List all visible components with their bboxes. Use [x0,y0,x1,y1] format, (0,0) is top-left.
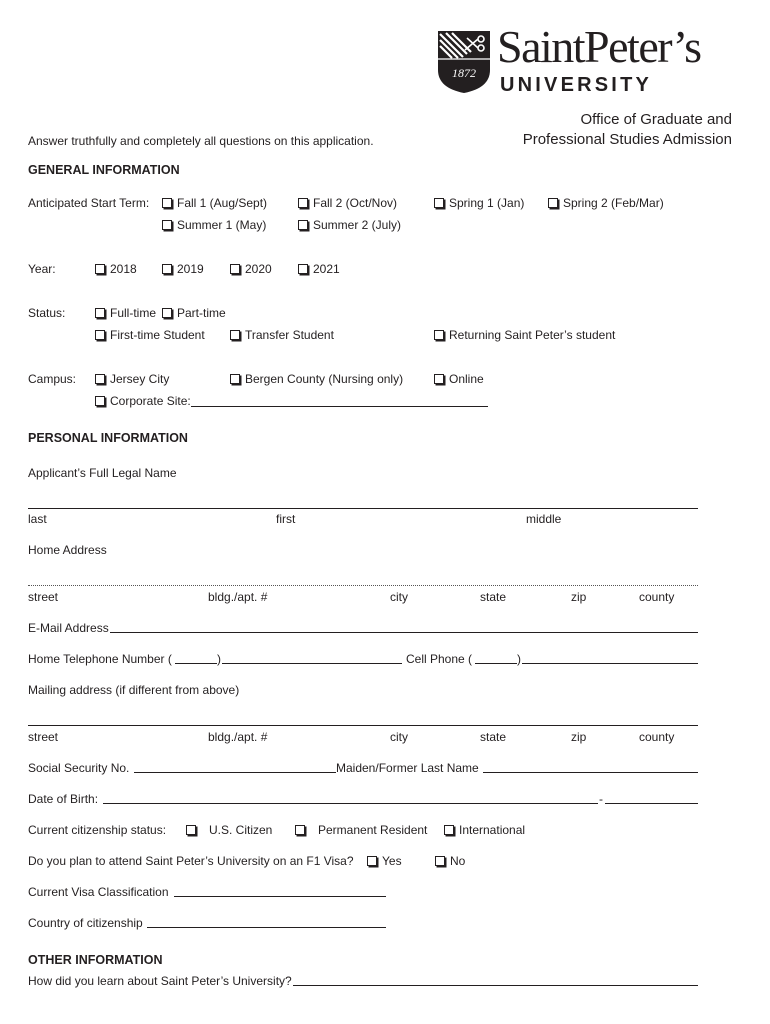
year-label: Year: [28,262,56,276]
addr-county: county [639,590,675,604]
logo-wordmark: SaintPeter’s [497,21,701,72]
visa-label: Current Visa Classification [28,885,169,899]
name-part-middle: middle [526,512,562,526]
checkbox-icon[interactable] [162,264,172,274]
cell-phone-field[interactable] [522,663,698,664]
checkbox-icon[interactable] [162,308,172,318]
checkbox-icon[interactable] [434,198,444,208]
year-2021[interactable]: 2021 [298,262,340,276]
year-2020[interactable]: 2020 [230,262,272,276]
addr-state: state [480,590,507,604]
office-title [523,110,732,150]
cell-phone-area-field[interactable] [475,663,517,664]
name-part-last: last [28,512,47,526]
checkbox-icon[interactable] [295,825,305,835]
country-field[interactable] [147,927,386,928]
corporate-site-field[interactable] [191,406,488,407]
status-returning[interactable]: Returning Saint Peter’s student [434,328,615,342]
checkbox-icon[interactable] [230,264,240,274]
checkbox-icon[interactable] [367,856,377,866]
general-heading: GENERAL INFORMATION [28,163,180,177]
mail-zip: zip [571,730,587,744]
campus-bergen-county[interactable]: Bergen County (Nursing only) [230,372,403,386]
cell-phone-label: Cell Phone ( [406,652,473,666]
checkbox-icon[interactable] [548,198,558,208]
learn-field[interactable] [293,985,698,986]
checkbox-icon[interactable] [230,330,240,340]
personal-heading: PERSONAL INFORMATION [28,431,188,445]
start-term-label: Anticipated Start Term: [28,196,150,210]
f1-question: Do you plan to attend Saint Peter’s University on an F1 Visa? [28,854,354,868]
mailing-label: Mailing address (if different from above) [28,683,240,697]
checkbox-icon[interactable] [298,220,308,230]
start-term-fall1[interactable]: Fall 1 (Aug/Sept) [162,196,267,210]
shield-crest-icon [437,30,491,94]
mail-state: state [480,730,507,744]
start-term-spring1[interactable]: Spring 1 (Jan) [434,196,524,210]
home-phone-paren: ) [217,652,221,666]
f1-yes[interactable]: Yes [367,854,402,868]
checkbox-icon[interactable] [434,330,444,340]
campus-online[interactable]: Online [434,372,484,386]
name-part-first: first [276,512,296,526]
mail-street: street [28,730,59,744]
addr-zip: zip [571,590,587,604]
email-field[interactable] [110,632,698,633]
checkbox-icon[interactable] [162,198,172,208]
mailing-address-field[interactable] [28,725,698,726]
full-name-field[interactable] [28,508,698,509]
dob-field[interactable] [103,803,598,804]
checkbox-icon[interactable] [95,396,105,406]
status-first-time[interactable]: First-time Student [95,328,205,342]
logo-year: 1872 [452,66,476,80]
status-full-time[interactable]: Full-time [95,306,156,320]
other-heading: OTHER INFORMATION [28,953,163,967]
ssn-label: Social Security No. [28,761,130,775]
checkbox-icon[interactable] [95,308,105,318]
mail-bldg: bldg./apt. # [208,730,268,744]
checkbox-icon[interactable] [230,374,240,384]
citizenship-us[interactable]: U.S. Citizen [186,823,272,837]
checkbox-icon[interactable] [434,374,444,384]
campus-corporate-site[interactable]: Corporate Site: [95,394,191,408]
maiden-label: Maiden/Former Last Name [336,761,479,775]
office-line-2: Professional Studies Admission [522,131,732,148]
checkbox-icon[interactable] [95,330,105,340]
country-label: Country of citizenship [28,916,143,930]
status-part-time[interactable]: Part-time [162,306,226,320]
year-2018[interactable]: 2018 [95,262,137,276]
office-line-1: Office of Graduate and [580,111,732,128]
start-term-summer2[interactable]: Summer 2 (July) [298,218,401,232]
logo-university: UNIVERSITY [500,74,653,96]
maiden-field[interactable] [483,772,698,773]
visa-field[interactable] [174,896,386,897]
home-address-field[interactable] [28,585,698,586]
dob-extra-field[interactable] [605,803,698,804]
checkbox-icon[interactable] [298,198,308,208]
start-term-summer1[interactable]: Summer 1 (May) [162,218,266,232]
full-name-label: Applicant’s Full Legal Name [28,466,177,480]
dob-separator: - [599,792,603,806]
status-label: Status: [28,306,66,320]
year-2019[interactable]: 2019 [162,262,204,276]
learn-label: How did you learn about Saint Peter’s University? [28,974,292,988]
dob-label: Date of Birth: [28,792,99,806]
home-address-label: Home Address [28,543,107,557]
checkbox-icon[interactable] [95,374,105,384]
citizenship-permanent[interactable]: Permanent Resident [295,823,427,837]
home-phone-field[interactable] [222,663,402,664]
checkbox-icon[interactable] [444,825,454,835]
campus-jersey-city[interactable]: Jersey City [95,372,169,386]
addr-city: city [390,590,408,604]
f1-no[interactable]: No [435,854,465,868]
checkbox-icon[interactable] [298,264,308,274]
checkbox-icon[interactable] [162,220,172,230]
mail-city: city [390,730,408,744]
citizenship-label: Current citizenship status: [28,823,167,837]
checkbox-icon[interactable] [435,856,445,866]
mail-county: county [639,730,675,744]
email-label: E-Mail Address [28,621,109,635]
cell-phone-paren: ) [517,652,521,666]
intro-text: Answer truthfully and completely all questions on this application. [28,134,374,148]
checkbox-icon[interactable] [95,264,105,274]
addr-street: street [28,590,59,604]
start-term-fall2[interactable]: Fall 2 (Oct/Nov) [298,196,397,210]
campus-label: Campus: [28,372,77,386]
home-phone-area-field[interactable] [175,663,217,664]
home-phone-label: Home Telephone Number ( [28,652,172,666]
status-transfer[interactable]: Transfer Student [230,328,334,342]
citizenship-international[interactable]: International [444,823,525,837]
start-term-spring2[interactable]: Spring 2 (Feb/Mar) [548,196,664,210]
checkbox-icon[interactable] [186,825,196,835]
addr-bldg: bldg./apt. # [208,590,268,604]
ssn-field[interactable] [134,772,336,773]
